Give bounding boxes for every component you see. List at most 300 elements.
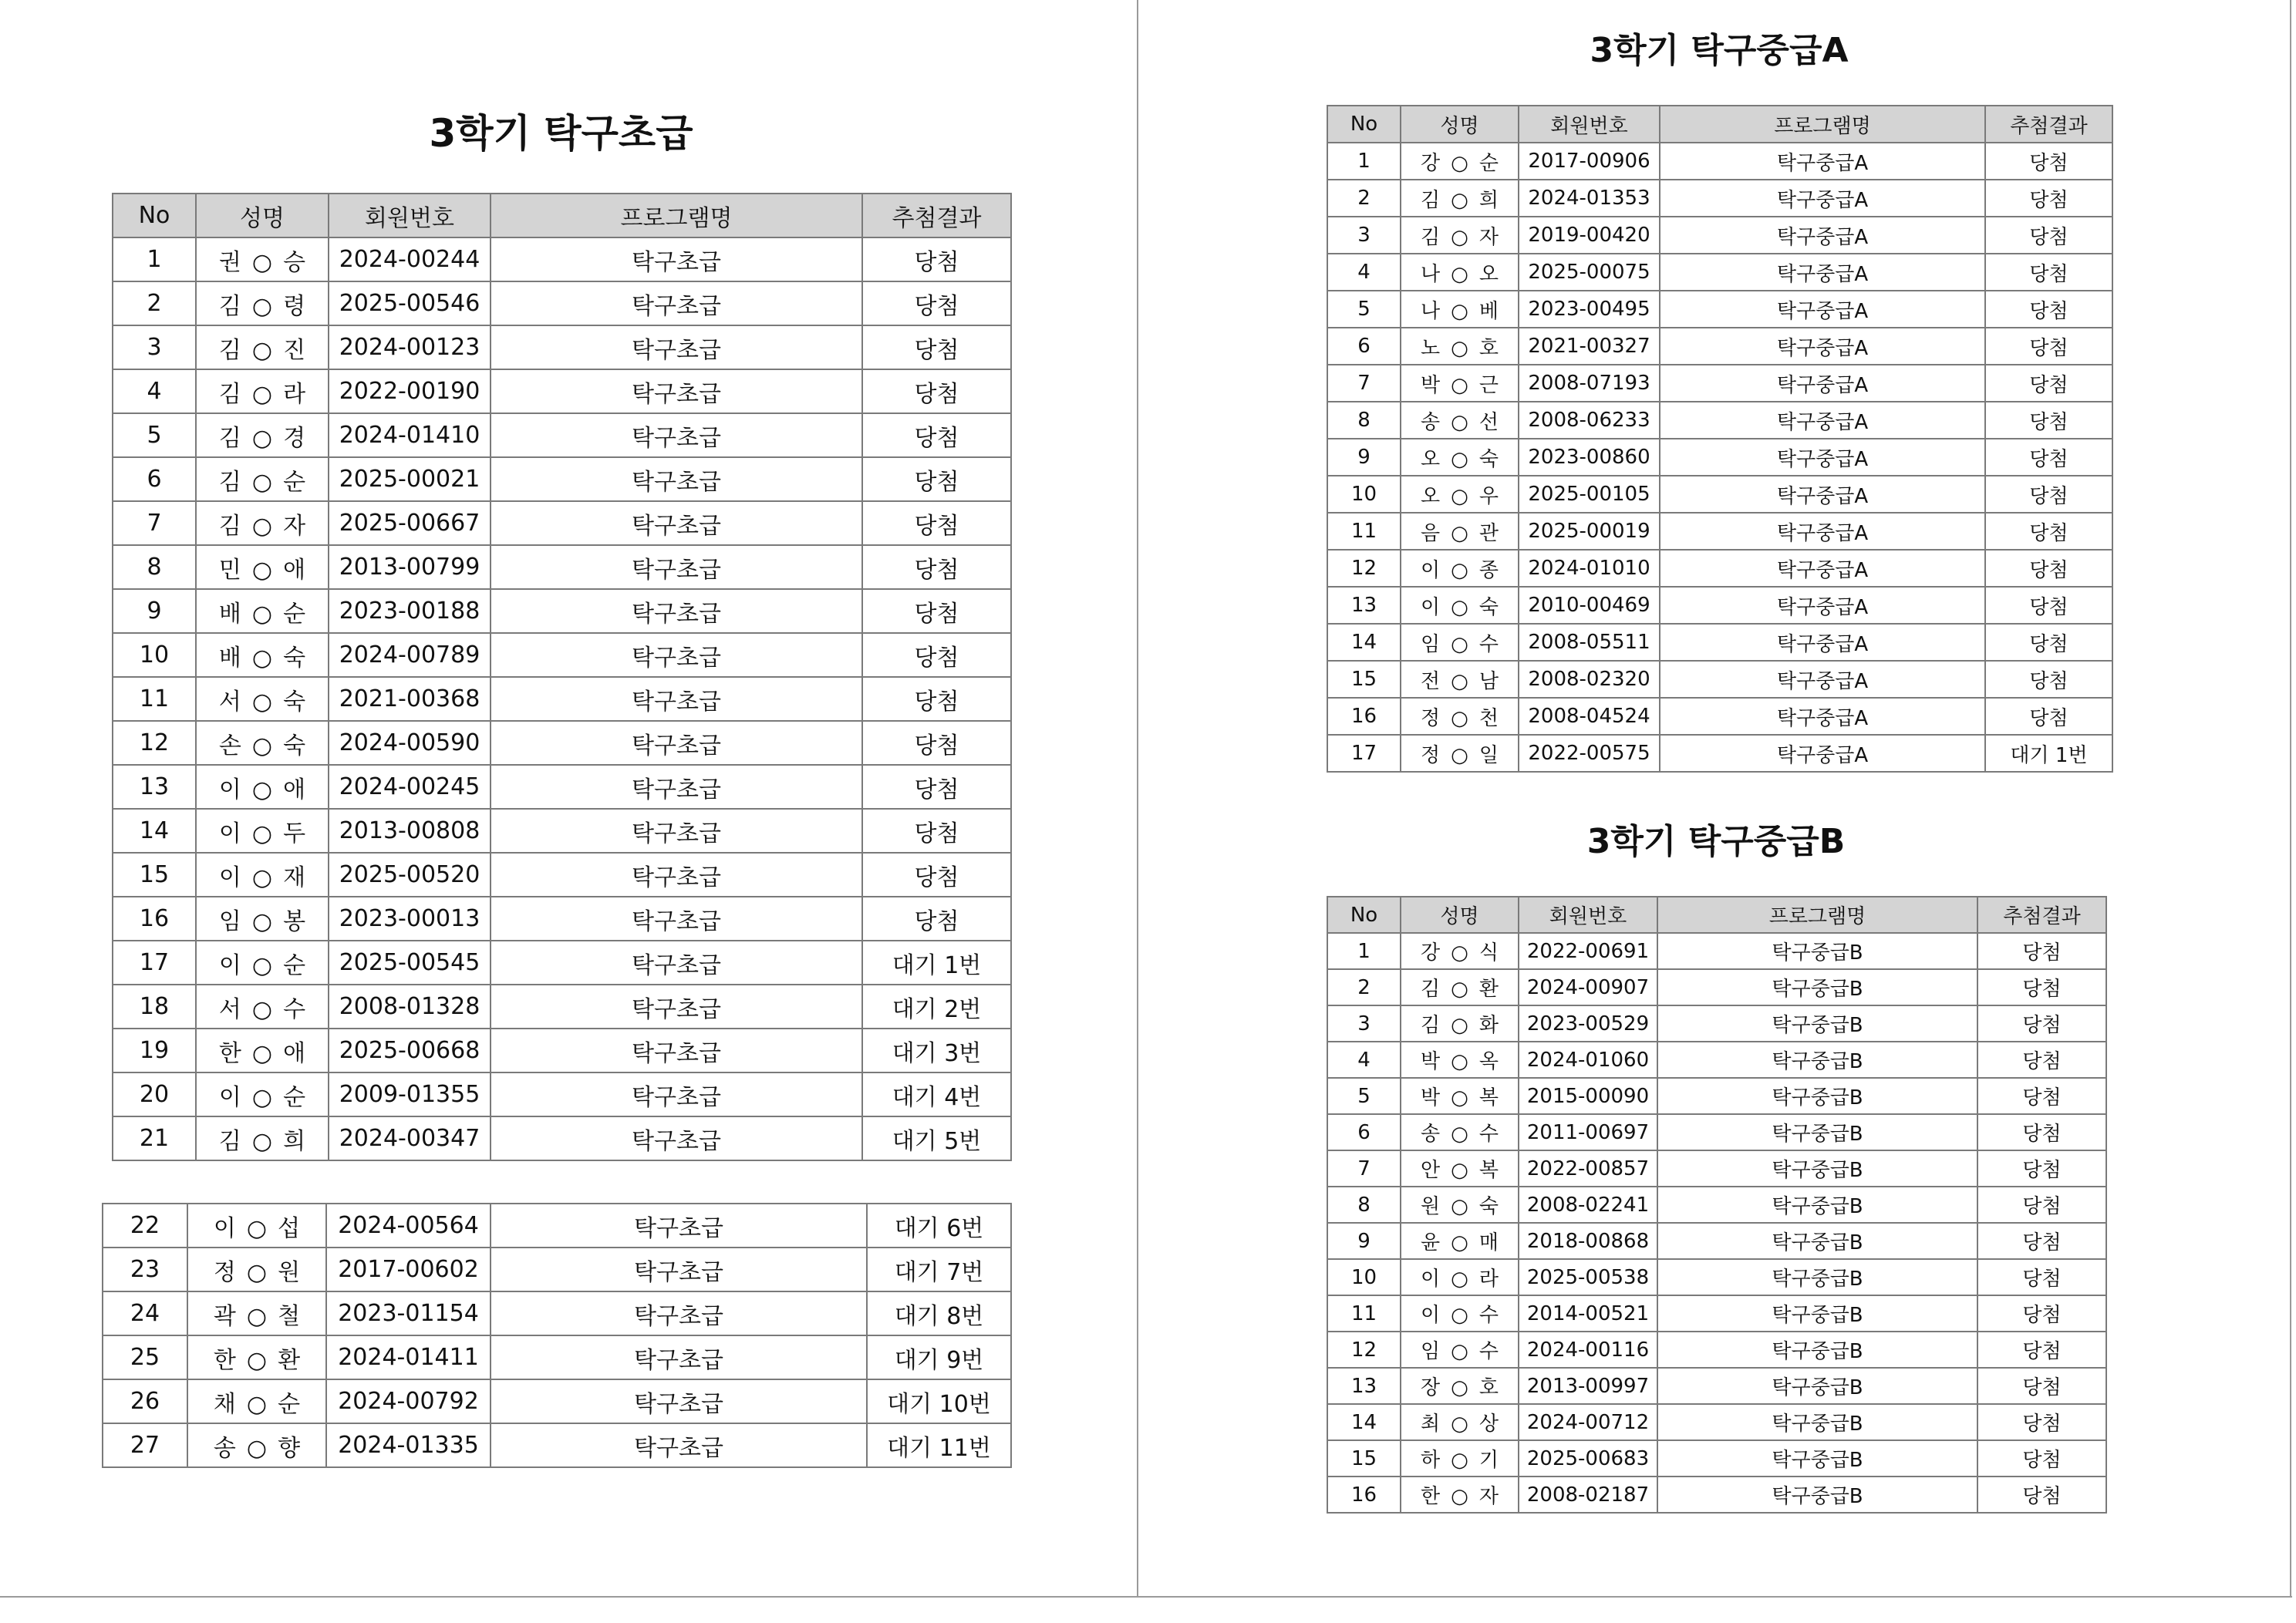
draw-result: 당첨 [1985, 143, 2112, 180]
name-mask-mark: ○ [251, 776, 273, 803]
table-row [113, 589, 1011, 633]
member-name [1401, 1295, 1519, 1332]
member-name [187, 1291, 326, 1335]
draw-result: 당첨 [1977, 1404, 2106, 1440]
name-last-char: 자 [1478, 1485, 1499, 1508]
row-number: 22 [103, 1204, 187, 1248]
name-last-char: 호 [1478, 336, 1499, 360]
member-number: 2023-00188 [329, 589, 491, 633]
row-number: 12 [113, 721, 196, 765]
name-first-char: 음 [1421, 521, 1441, 545]
row-number: 18 [113, 985, 196, 1029]
program-name: 탁구초급 [491, 281, 862, 325]
column-header: No [113, 194, 196, 237]
name-mask-mark: ○ [1451, 1449, 1468, 1472]
program-name: 탁구중급B [1657, 1223, 1977, 1259]
name-last-char: 순 [283, 468, 306, 496]
draw-result: 당첨 [862, 325, 1011, 369]
member-name [196, 633, 329, 677]
member-name [1401, 1440, 1519, 1477]
draw-result: 당첨 [862, 501, 1011, 545]
draw-result: 당첨 [1985, 328, 2112, 365]
name-first-char: 김 [218, 336, 241, 364]
table-row [113, 809, 1011, 853]
name-last-char: 식 [1478, 941, 1499, 965]
name-mask-mark: ○ [1451, 595, 1468, 619]
member-name [1401, 624, 1519, 661]
name-first-char: 김 [1421, 978, 1441, 1001]
table-row [1327, 217, 2112, 254]
table-row [1327, 1150, 2106, 1187]
program-name: 탁구중급B [1657, 1078, 1977, 1114]
name-last-char: 화 [1478, 1014, 1499, 1037]
draw-result: 당첨 [1977, 933, 2106, 969]
table-row [113, 1029, 1011, 1072]
program-name: 탁구초급 [491, 941, 862, 985]
program-name: 탁구초급 [491, 1379, 867, 1423]
name-last-char: 숙 [283, 732, 306, 759]
draw-result: 당첨 [1977, 1150, 2106, 1187]
column-header: 성명 [1401, 897, 1519, 933]
member-name [1401, 1477, 1519, 1513]
table-row [1327, 933, 2106, 969]
draw-result: 당첨 [1985, 180, 2112, 217]
member-number: 2008-05511 [1519, 624, 1660, 661]
member-name [196, 765, 329, 809]
draw-result: 대기 10번 [867, 1379, 1011, 1423]
title-intermediate-a: 3학기 탁구중급A [1590, 31, 1849, 70]
member-name [1401, 365, 1519, 402]
name-first-char: 이 [218, 1083, 241, 1111]
member-name [187, 1248, 326, 1291]
member-name [1401, 698, 1519, 735]
table-row [1327, 180, 2112, 217]
column-header: 프로그램명 [1660, 106, 1985, 143]
program-name: 탁구중급A [1660, 143, 1985, 180]
name-first-char: 서 [218, 995, 241, 1023]
name-mask-mark: ○ [1451, 410, 1468, 434]
name-first-char: 박 [1421, 373, 1441, 397]
member-name [1401, 1187, 1519, 1223]
member-number: 2025-00538 [1519, 1259, 1657, 1295]
member-name [1401, 933, 1519, 969]
name-first-char: 박 [1421, 1050, 1441, 1073]
draw-result: 당첨 [1985, 624, 2112, 661]
name-mask-mark: ○ [1451, 1086, 1468, 1109]
name-first-char: 원 [1421, 1195, 1441, 1218]
program-name: 탁구중급A [1660, 476, 1985, 513]
column-header: No [1327, 897, 1401, 933]
name-first-char: 권 [218, 248, 241, 276]
table-row [1327, 402, 2112, 439]
member-name [196, 589, 329, 633]
program-name: 탁구중급B [1657, 1042, 1977, 1078]
draw-result: 당첨 [862, 765, 1011, 809]
member-number: 2024-00712 [1519, 1404, 1657, 1440]
row-number: 8 [1327, 1187, 1401, 1223]
row-number: 21 [113, 1116, 196, 1160]
member-number: 2024-00347 [329, 1116, 491, 1160]
draw-result: 당첨 [1977, 1187, 2106, 1223]
member-name [196, 413, 329, 457]
program-name: 탁구중급B [1657, 1477, 1977, 1513]
name-first-char: 한 [218, 1039, 241, 1067]
member-number: 2025-00668 [329, 1029, 491, 1072]
name-last-char: 순 [283, 1083, 306, 1111]
member-number: 2008-07193 [1519, 365, 1660, 402]
draw-result: 당첨 [862, 677, 1011, 721]
row-number: 6 [113, 457, 196, 501]
name-first-char: 강 [1421, 151, 1441, 175]
name-last-char: 숙 [283, 644, 306, 672]
program-name: 탁구중급B [1657, 1440, 1977, 1477]
name-last-char: 봉 [283, 907, 306, 935]
program-name: 탁구초급 [491, 1248, 867, 1291]
name-first-char: 송 [1421, 410, 1441, 434]
name-last-char: 수 [1478, 1304, 1499, 1327]
name-first-char: 김 [1421, 188, 1441, 212]
member-number: 2025-00520 [329, 853, 491, 897]
name-mask-mark: ○ [251, 644, 273, 672]
name-last-char: 자 [1478, 225, 1499, 249]
row-number: 4 [1327, 254, 1401, 291]
name-mask-mark: ○ [1451, 1485, 1468, 1508]
name-first-char: 배 [218, 644, 241, 672]
member-number: 2024-01010 [1519, 550, 1660, 587]
member-number: 2023-00013 [329, 897, 491, 941]
name-last-char: 애 [283, 556, 306, 584]
table-row [1327, 513, 2112, 550]
member-name [1401, 735, 1519, 772]
member-number: 2024-00245 [329, 765, 491, 809]
header-row [1327, 106, 2112, 143]
member-name [1401, 254, 1519, 291]
program-name: 탁구초급 [491, 985, 862, 1029]
row-number: 5 [113, 413, 196, 457]
member-number: 2025-00105 [1519, 476, 1660, 513]
program-name: 탁구초급 [491, 721, 862, 765]
column-header: 성명 [196, 194, 329, 237]
name-mask-mark: ○ [246, 1346, 268, 1374]
table-row [1327, 1078, 2106, 1114]
row-number: 8 [113, 545, 196, 589]
member-number: 2015-00090 [1519, 1078, 1657, 1114]
member-name [196, 985, 329, 1029]
member-number: 2008-02187 [1519, 1477, 1657, 1513]
member-name [1401, 1042, 1519, 1078]
table-row [1327, 1368, 2106, 1404]
program-name: 탁구중급B [1657, 1368, 1977, 1404]
member-name [196, 1029, 329, 1072]
name-last-char: 근 [1478, 373, 1499, 397]
name-last-char: 매 [1478, 1231, 1499, 1254]
name-first-char: 이 [1421, 1304, 1441, 1327]
member-number: 2022-00575 [1519, 735, 1660, 772]
name-last-char: 향 [278, 1434, 301, 1462]
name-last-char: 순 [283, 951, 306, 979]
draw-result: 당첨 [1977, 1259, 2106, 1295]
name-first-char: 장 [1421, 1376, 1441, 1399]
program-name: 탁구중급B [1657, 1259, 1977, 1295]
member-name [1401, 1332, 1519, 1368]
member-number: 2023-00495 [1519, 291, 1660, 328]
draw-result: 당첨 [1977, 1114, 2106, 1150]
name-first-char: 임 [1421, 632, 1441, 656]
member-number: 2023-01154 [326, 1291, 491, 1335]
name-last-char: 수 [283, 995, 306, 1023]
program-name: 탁구중급B [1657, 1332, 1977, 1368]
name-first-char: 한 [1421, 1485, 1441, 1508]
name-mask-mark: ○ [251, 1039, 273, 1067]
name-last-char: 희 [1478, 188, 1499, 212]
draw-result: 당첨 [862, 237, 1011, 281]
row-number: 6 [1327, 1114, 1401, 1150]
name-mask-mark: ○ [251, 732, 273, 759]
member-name [196, 1072, 329, 1116]
name-last-char: 호 [1478, 1376, 1499, 1399]
member-name [196, 237, 329, 281]
name-mask-mark: ○ [1451, 1195, 1468, 1218]
name-mask-mark: ○ [251, 512, 273, 540]
table-row [1327, 624, 2112, 661]
header-row [1327, 897, 2106, 933]
draw-result: 당첨 [862, 281, 1011, 325]
member-name [196, 853, 329, 897]
program-name: 탁구초급 [491, 413, 862, 457]
row-number: 1 [1327, 933, 1401, 969]
name-last-char: 선 [1478, 410, 1499, 434]
member-number: 2025-00021 [329, 457, 491, 501]
draw-result: 당첨 [1977, 1477, 2106, 1513]
name-last-char: 환 [278, 1346, 301, 1374]
name-mask-mark: ○ [1451, 1123, 1468, 1146]
program-name: 탁구중급A [1660, 254, 1985, 291]
member-number: 2017-00602 [326, 1248, 491, 1291]
member-name [187, 1204, 326, 1248]
row-number: 14 [1327, 624, 1401, 661]
member-name [1401, 1259, 1519, 1295]
row-number: 24 [103, 1291, 187, 1335]
draw-result: 당첨 [862, 809, 1011, 853]
member-name [1401, 587, 1519, 624]
program-name: 탁구초급 [491, 633, 862, 677]
row-number: 2 [113, 281, 196, 325]
draw-result: 당첨 [862, 897, 1011, 941]
name-first-char: 이 [213, 1214, 236, 1242]
name-last-char: 재 [283, 864, 306, 891]
row-number: 1 [113, 237, 196, 281]
member-name [196, 1116, 329, 1160]
member-number: 2008-01328 [329, 985, 491, 1029]
name-mask-mark: ○ [1451, 225, 1468, 249]
member-number: 2008-04524 [1519, 698, 1660, 735]
table-row [1327, 698, 2112, 735]
name-mask-mark: ○ [1451, 669, 1468, 693]
table-row [1327, 1440, 2106, 1477]
member-number: 2011-00697 [1519, 1114, 1657, 1150]
program-name: 탁구중급A [1660, 735, 1985, 772]
member-number: 2008-02241 [1519, 1187, 1657, 1223]
member-number: 2025-00019 [1519, 513, 1660, 550]
table-row [1327, 365, 2112, 402]
name-first-char: 김 [218, 1127, 241, 1155]
program-name: 탁구중급B [1657, 1005, 1977, 1042]
row-number: 2 [1327, 180, 1401, 217]
member-number: 2013-00808 [329, 809, 491, 853]
table-beginner [112, 193, 1012, 1161]
draw-result: 대기 8번 [867, 1291, 1011, 1335]
row-number: 16 [1327, 1477, 1401, 1513]
name-mask-mark: ○ [1451, 336, 1468, 360]
name-first-char: 이 [218, 820, 241, 847]
draw-result: 대기 4번 [862, 1072, 1011, 1116]
draw-result: 당첨 [862, 853, 1011, 897]
member-name [1401, 1223, 1519, 1259]
name-last-char: 애 [283, 1039, 306, 1067]
member-number: 2024-00789 [329, 633, 491, 677]
program-name: 탁구초급 [491, 809, 862, 853]
member-number: 2024-01411 [326, 1335, 491, 1379]
name-mask-mark: ○ [251, 995, 273, 1023]
name-first-char: 한 [213, 1346, 236, 1374]
name-mask-mark: ○ [1451, 262, 1468, 286]
program-name: 탁구중급B [1657, 1114, 1977, 1150]
draw-result: 당첨 [1985, 698, 2112, 735]
program-name: 탁구중급A [1660, 550, 1985, 587]
name-last-char: 철 [278, 1302, 301, 1330]
name-mask-mark: ○ [1451, 743, 1468, 767]
name-mask-mark: ○ [1451, 1014, 1468, 1037]
member-number: 2024-00244 [329, 237, 491, 281]
name-mask-mark: ○ [1451, 941, 1468, 965]
row-number: 7 [113, 501, 196, 545]
program-name: 탁구초급 [491, 1029, 862, 1072]
name-mask-mark: ○ [251, 907, 273, 935]
member-name [196, 897, 329, 941]
member-name [1401, 513, 1519, 550]
row-number: 1 [1327, 143, 1401, 180]
program-name: 탁구중급A [1660, 661, 1985, 698]
table-row [1327, 291, 2112, 328]
name-last-char: 희 [283, 1127, 306, 1155]
member-name [1401, 661, 1519, 698]
name-first-char: 김 [218, 292, 241, 320]
row-number: 16 [113, 897, 196, 941]
member-number: 2022-00857 [1519, 1150, 1657, 1187]
name-last-char: 순 [283, 600, 306, 628]
member-name [1401, 328, 1519, 365]
draw-result: 당첨 [1985, 439, 2112, 476]
program-name: 탁구초급 [491, 1335, 867, 1379]
member-number: 2024-01335 [326, 1423, 491, 1467]
name-first-char: 정 [1421, 706, 1441, 730]
name-first-char: 이 [218, 951, 241, 979]
name-mask-mark: ○ [1451, 706, 1468, 730]
name-mask-mark: ○ [1451, 521, 1468, 545]
row-number: 4 [113, 369, 196, 413]
name-last-char: 수 [1478, 632, 1499, 656]
draw-result: 당첨 [1985, 217, 2112, 254]
table-row [1327, 1114, 2106, 1150]
row-number: 23 [103, 1248, 187, 1291]
draw-result: 당첨 [862, 721, 1011, 765]
row-number: 7 [1327, 1150, 1401, 1187]
member-name [1401, 1150, 1519, 1187]
column-header: 회원번호 [329, 194, 491, 237]
member-name [187, 1335, 326, 1379]
name-mask-mark: ○ [246, 1258, 268, 1286]
row-number: 16 [1327, 698, 1401, 735]
name-first-char: 김 [218, 424, 241, 452]
row-number: 19 [113, 1029, 196, 1072]
name-mask-mark: ○ [251, 336, 273, 364]
row-number: 14 [113, 809, 196, 853]
program-name: 탁구중급B [1657, 1404, 1977, 1440]
member-number: 2024-00907 [1519, 969, 1657, 1005]
member-name [196, 501, 329, 545]
name-first-char: 김 [218, 468, 241, 496]
table-row [113, 1072, 1011, 1116]
column-header: 회원번호 [1519, 106, 1660, 143]
name-first-char: 곽 [213, 1302, 236, 1330]
name-first-char: 박 [1421, 1086, 1441, 1109]
name-first-char: 송 [213, 1434, 236, 1462]
member-number: 2023-00860 [1519, 439, 1660, 476]
member-name [1401, 1114, 1519, 1150]
name-mask-mark: ○ [251, 1083, 273, 1111]
draw-result: 당첨 [1977, 969, 2106, 1005]
draw-result: 대기 2번 [862, 985, 1011, 1029]
name-first-char: 이 [1421, 558, 1441, 582]
name-last-char: 남 [1478, 669, 1499, 693]
table-row [103, 1335, 1011, 1379]
name-first-char: 이 [218, 864, 241, 891]
table-row [113, 985, 1011, 1029]
column-header: 추첨결과 [1985, 106, 2112, 143]
name-last-char: 두 [283, 820, 306, 847]
member-number: 2024-01410 [329, 413, 491, 457]
program-name: 탁구초급 [491, 457, 862, 501]
draw-result: 대기 1번 [1985, 735, 2112, 772]
name-mask-mark: ○ [1451, 632, 1468, 656]
member-name [1401, 180, 1519, 217]
name-first-char: 임 [1421, 1340, 1441, 1363]
member-name [1401, 1005, 1519, 1042]
draw-result: 당첨 [1977, 1332, 2106, 1368]
member-name [196, 809, 329, 853]
name-first-char: 임 [218, 907, 241, 935]
draw-result: 당첨 [1985, 365, 2112, 402]
table-row [1327, 143, 2112, 180]
row-number: 13 [113, 765, 196, 809]
name-mask-mark: ○ [251, 600, 273, 628]
row-number: 12 [1327, 1332, 1401, 1368]
program-name: 탁구중급A [1660, 402, 1985, 439]
member-name [1401, 969, 1519, 1005]
program-name: 탁구중급A [1660, 513, 1985, 550]
table-row [1327, 1404, 2106, 1440]
name-last-char: 복 [1478, 1086, 1499, 1109]
name-first-char: 하 [1421, 1449, 1441, 1472]
member-name [196, 545, 329, 589]
draw-result: 당첨 [862, 457, 1011, 501]
table-row [1327, 1259, 2106, 1295]
member-number: 2010-00469 [1519, 587, 1660, 624]
name-last-char: 자 [283, 512, 306, 540]
name-first-char: 최 [1421, 1413, 1441, 1436]
table-row [113, 853, 1011, 897]
program-name: 탁구초급 [491, 1204, 867, 1248]
